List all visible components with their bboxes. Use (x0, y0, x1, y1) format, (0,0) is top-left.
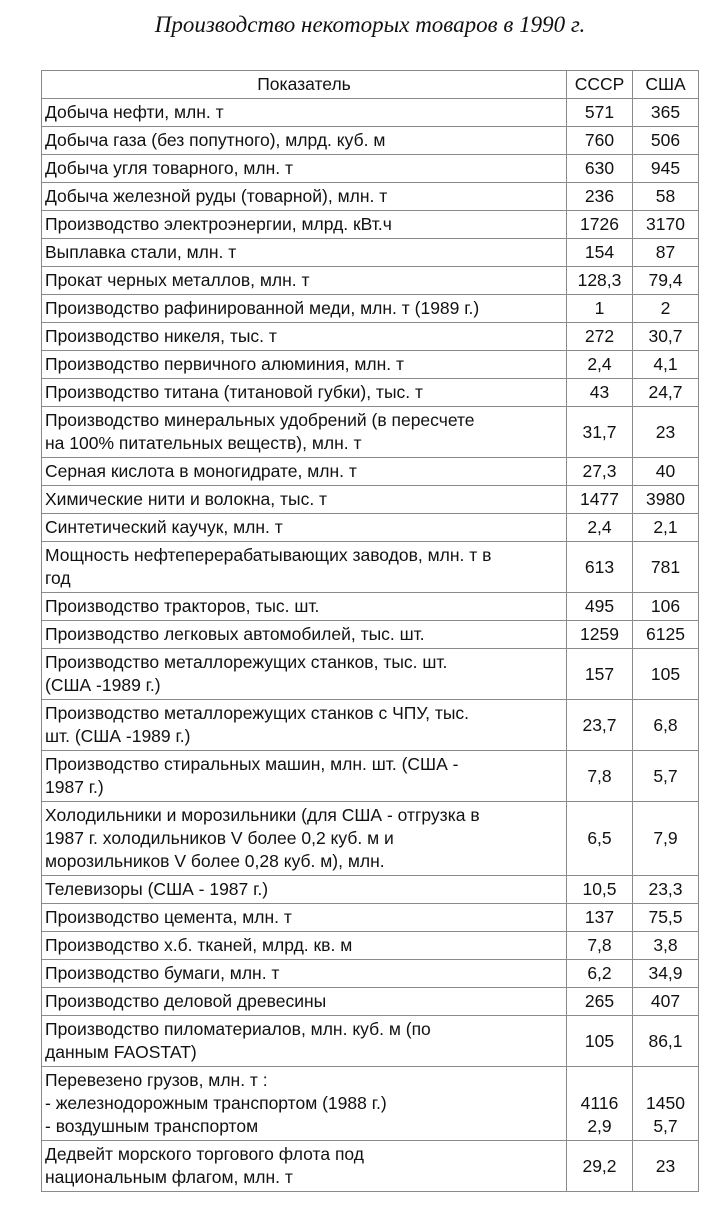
usa-value: 86,1 (648, 1030, 683, 1051)
usa-value-cell (633, 1016, 699, 1067)
table-row (42, 988, 699, 1016)
ussr-value-cell (567, 593, 633, 621)
table-row (42, 751, 699, 802)
row-label-cell (42, 486, 567, 514)
usa-value: 3,8 (653, 935, 678, 955)
ussr-value: 7,8 (587, 935, 612, 955)
row-label-cell (42, 802, 567, 876)
ussr-value: 157 (584, 663, 615, 684)
usa-value: 24,7 (648, 382, 683, 402)
row-label: Добыча железной руды (товарной), млн. т (45, 186, 388, 206)
row-label: Производство металлорежущих станков с ЧПУ, тыс. шт. (США -1989 г.) (45, 703, 470, 746)
ussr-value: 128,3 (577, 270, 622, 290)
row-label-cell (42, 239, 567, 267)
table-row (42, 239, 699, 267)
table-row (42, 379, 699, 407)
row-label-cell (42, 649, 567, 700)
table-row (42, 1067, 699, 1141)
ussr-value: 613 (584, 556, 615, 577)
row-label: Выплавка стали, млн. т (45, 242, 237, 262)
row-label: Телевизоры (США - 1987 г.) (45, 879, 269, 899)
usa-value: 4,1 (653, 354, 678, 374)
usa-value: 30,7 (648, 326, 683, 346)
usa-value-cell (633, 514, 699, 542)
ussr-value-cell (567, 904, 633, 932)
row-label-cell (42, 267, 567, 295)
usa-value: 23,3 (648, 879, 683, 899)
ussr-value: 7,8 (587, 765, 612, 786)
usa-value-cell (633, 621, 699, 649)
ussr-value: 236 (584, 186, 615, 206)
usa-value-cell (633, 1141, 699, 1192)
row-label: Синтетический каучук, млн. т (45, 517, 283, 537)
row-label: Производство деловой древесины (45, 991, 327, 1011)
row-label: Производство первичного алюминия, млн. т (45, 354, 405, 374)
row-label: Производство х.б. тканей, млрд. кв. м (45, 935, 353, 955)
ussr-value-cell (567, 649, 633, 700)
table-row (42, 876, 699, 904)
ussr-value: 105 (584, 1030, 615, 1051)
table-row (42, 932, 699, 960)
row-label-cell (42, 1141, 567, 1192)
ussr-value-cell (567, 211, 633, 239)
usa-value: 6125 (646, 624, 685, 644)
ussr-value: 43 (589, 382, 610, 402)
ussr-value-cell (567, 876, 633, 904)
ussr-value: 29,2 (582, 1155, 617, 1176)
ussr-value-cell (567, 267, 633, 295)
row-label: Серная кислота в моногидрате, млн. т (45, 461, 357, 481)
table-row (42, 904, 699, 932)
row-label-cell (42, 876, 567, 904)
table-row (42, 295, 699, 323)
row-label-cell (42, 621, 567, 649)
table-row (42, 127, 699, 155)
usa-value: 7,9 (653, 828, 678, 848)
ussr-value-cell (567, 486, 633, 514)
ussr-value: 760 (584, 130, 615, 150)
usa-value-cell (633, 649, 699, 700)
usa-value-cell (633, 458, 699, 486)
row-label: Добыча угля товарного, млн. т (45, 158, 294, 178)
usa-value-cell (633, 379, 699, 407)
row-label-cell (42, 593, 567, 621)
row-label-cell (42, 458, 567, 486)
usa-value: 5,7 (653, 765, 678, 786)
row-label: Производство бумаги, млн. т (45, 963, 280, 983)
usa-value-cell (633, 183, 699, 211)
ussr-value-cell (567, 1141, 633, 1192)
ussr-value-cell (567, 239, 633, 267)
row-label-cell (42, 932, 567, 960)
row-label: Производство легковых автомобилей, тыс. шт. (45, 624, 425, 644)
ussr-value-cell (567, 155, 633, 183)
row-label-cell (42, 1016, 567, 1067)
row-label: Производство титана (титановой губки), тыс. т (45, 382, 424, 402)
usa-value: 3170 (646, 214, 685, 234)
table-row (42, 960, 699, 988)
usa-value: 40 (655, 461, 676, 481)
usa-value-cell (633, 1067, 699, 1141)
usa-value: 34,9 (648, 963, 683, 983)
ussr-value: 27,3 (582, 461, 617, 481)
ussr-value: 1259 (580, 624, 619, 644)
usa-value: 407 (650, 991, 681, 1011)
table-row (42, 802, 699, 876)
row-label-cell (42, 700, 567, 751)
row-label-cell (42, 514, 567, 542)
ussr-value-cell (567, 514, 633, 542)
usa-value: 23 (655, 1155, 676, 1176)
row-label: Добыча газа (без попутного), млрд. куб. м (45, 130, 386, 150)
ussr-value-cell (567, 127, 633, 155)
row-label: Прокат черных металлов, млн. т (45, 270, 310, 290)
row-label: Мощность нефтеперерабатывающих заводов, млн. т в год (45, 545, 492, 588)
usa-value: 506 (650, 130, 681, 150)
ussr-value-cell (567, 323, 633, 351)
usa-value: 2,1 (653, 517, 678, 537)
row-label-cell (42, 988, 567, 1016)
row-label: Холодильники и морозильники (для США - отгрузка в 1987 г. холодильников V более 0,2 куб. м и морозильников V более 0,28 куб. м), млн. (45, 805, 480, 871)
ussr-value-cell (567, 1067, 633, 1141)
usa-value-cell (633, 486, 699, 514)
table-row (42, 211, 699, 239)
usa-value-cell (633, 295, 699, 323)
row-label-cell (42, 1067, 567, 1141)
table-row (42, 593, 699, 621)
table-body (42, 99, 699, 1192)
row-label-cell (42, 542, 567, 593)
row-label-cell (42, 323, 567, 351)
usa-value: 75,5 (648, 907, 683, 927)
ussr-value: 1 (594, 298, 605, 318)
row-label: Добыча нефти, млн. т (45, 102, 224, 122)
usa-value-cell (633, 904, 699, 932)
ussr-value-cell (567, 295, 633, 323)
row-label: Производство пиломатериалов, млн. куб. м (по данным FAOSTAT) (45, 1019, 431, 1062)
ussr-value: 31,7 (582, 421, 617, 442)
table-row (42, 267, 699, 295)
row-label-cell (42, 99, 567, 127)
usa-value-cell (633, 99, 699, 127)
table-row (42, 323, 699, 351)
ussr-value-cell (567, 700, 633, 751)
row-label-cell (42, 351, 567, 379)
table-row (42, 621, 699, 649)
row-label-cell (42, 751, 567, 802)
table-row (42, 649, 699, 700)
row-label-cell (42, 379, 567, 407)
row-label-cell (42, 155, 567, 183)
ussr-value-cell (567, 621, 633, 649)
data-table (41, 70, 699, 1192)
ussr-value: 10,5 (582, 879, 617, 899)
usa-value-cell (633, 267, 699, 295)
ussr-value: 6,2 (587, 963, 612, 983)
row-label-cell (42, 295, 567, 323)
row-label-cell (42, 407, 567, 458)
ussr-value-cell (567, 932, 633, 960)
ussr-value-cell (567, 379, 633, 407)
usa-value-cell (633, 700, 699, 751)
usa-value: 945 (650, 158, 681, 178)
usa-value: 106 (650, 596, 681, 616)
table-row (42, 155, 699, 183)
column-header-indicator: Показатель (42, 71, 567, 99)
ussr-value-cell (567, 351, 633, 379)
table-row (42, 1141, 699, 1192)
ussr-value-cell (567, 751, 633, 802)
usa-value-cell (633, 960, 699, 988)
row-label: Дедвейт морского торгового флота под национальным флагом, млн. т (45, 1144, 364, 1187)
usa-value: 3980 (646, 489, 685, 509)
table-row (42, 99, 699, 127)
table-row (42, 183, 699, 211)
ussr-value: 571 (584, 102, 615, 122)
ussr-value: 154 (584, 242, 615, 262)
ussr-value: 1726 (580, 214, 619, 234)
table-header-row (42, 71, 699, 99)
ussr-value: 6,5 (587, 828, 612, 848)
ussr-value: 265 (584, 991, 615, 1011)
usa-value-cell (633, 239, 699, 267)
usa-value-cell (633, 751, 699, 802)
ussr-value: 495 (584, 596, 615, 616)
usa-value: 87 (655, 242, 676, 262)
usa-value-cell (633, 323, 699, 351)
row-label: Производство тракторов, тыс. шт. (45, 596, 320, 616)
row-label: Производство цемента, млн. т (45, 907, 292, 927)
usa-value-cell (633, 802, 699, 876)
usa-value-cell (633, 155, 699, 183)
table-row (42, 700, 699, 751)
page-title: Производство некоторых товаров в 1990 г. (154, 12, 586, 37)
ussr-value-cell (567, 988, 633, 1016)
usa-value: 365 (650, 102, 681, 122)
usa-value: 79,4 (648, 270, 683, 290)
ussr-value: 4116 2,9 (580, 1093, 619, 1136)
ussr-value-cell (567, 960, 633, 988)
ussr-value-cell (567, 458, 633, 486)
row-label: Химические нити и волокна, тыс. т (45, 489, 328, 509)
row-label-cell (42, 960, 567, 988)
row-label: Производство рафинированной меди, млн. т (1989 г.) (45, 298, 480, 318)
usa-value: 6,8 (653, 714, 678, 735)
usa-value-cell (633, 211, 699, 239)
row-label-cell (42, 127, 567, 155)
usa-value: 781 (650, 556, 681, 577)
ussr-value-cell (567, 802, 633, 876)
row-label-cell (42, 211, 567, 239)
usa-value-cell (633, 932, 699, 960)
table-row (42, 486, 699, 514)
row-label: Перевезено грузов, млн. т : - железнодорожным транспортом (1988 г.) - воздушным транспортом (45, 1070, 387, 1136)
usa-value-cell (633, 593, 699, 621)
ussr-value: 630 (584, 158, 615, 178)
usa-value-cell (633, 407, 699, 458)
row-label-cell (42, 904, 567, 932)
column-header-usa: США (633, 71, 699, 99)
usa-value: 105 (650, 663, 681, 684)
usa-value: 1450 5,7 (646, 1093, 685, 1136)
ussr-value: 1477 (580, 489, 619, 509)
table-row (42, 1016, 699, 1067)
usa-value: 2 (660, 298, 671, 318)
ussr-value: 272 (584, 326, 615, 346)
usa-value-cell (633, 127, 699, 155)
ussr-value: 2,4 (587, 354, 612, 374)
row-label: Производство электроэнергии, млрд. кВт.ч (45, 214, 392, 234)
table-row (42, 351, 699, 379)
row-label: Производство минеральных удобрений (в пересчете на 100% питательных веществ), млн. т (45, 410, 475, 453)
usa-value-cell (633, 351, 699, 379)
row-label: Производство металлорежущих станков, тыс. шт. (США -1989 г.) (45, 652, 448, 695)
ussr-value: 2,4 (587, 517, 612, 537)
ussr-value-cell (567, 1016, 633, 1067)
table-row (42, 407, 699, 458)
ussr-value-cell (567, 407, 633, 458)
row-label: Производство стиральных машин, млн. шт. (США - 1987 г.) (45, 754, 459, 797)
ussr-value-cell (567, 542, 633, 593)
ussr-value-cell (567, 183, 633, 211)
usa-value-cell (633, 988, 699, 1016)
row-label: Производство никеля, тыс. т (45, 326, 277, 346)
row-label-cell (42, 183, 567, 211)
table-row (42, 458, 699, 486)
table-row (42, 542, 699, 593)
usa-value-cell (633, 542, 699, 593)
column-header-ussr: СССР (567, 71, 633, 99)
table-row (42, 514, 699, 542)
usa-value: 23 (655, 421, 676, 442)
usa-value-cell (633, 876, 699, 904)
ussr-value: 137 (584, 907, 615, 927)
usa-value: 58 (655, 186, 676, 206)
ussr-value-cell (567, 99, 633, 127)
ussr-value: 23,7 (582, 714, 617, 735)
